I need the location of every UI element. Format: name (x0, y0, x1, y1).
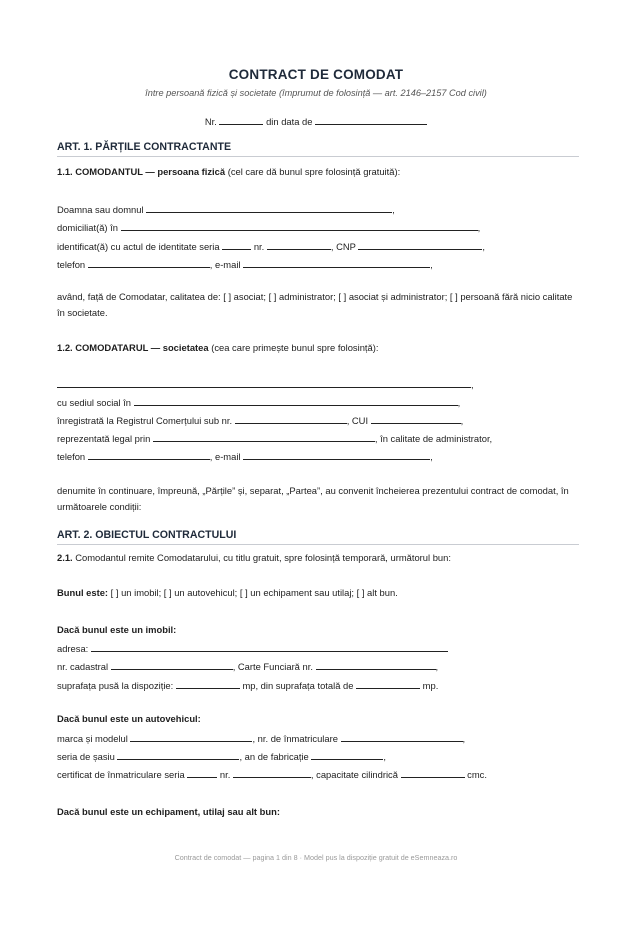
year-label: , an de fabricație (239, 751, 309, 762)
seat-blank[interactable] (134, 396, 458, 406)
id-series-blank[interactable] (222, 240, 251, 250)
s11-heading (57, 166, 400, 178)
parties-conclusion: denumite în continuare, împreună, „Părțile” și, separat, „Partea”, au convenit încheierea prezentului contract de comodat, în următoarele condiții: (57, 485, 569, 512)
company-email-label: , e-mail (209, 451, 241, 462)
id-series-label: identificat(ă) cu actul de identitate seria (57, 241, 220, 252)
phone-label: telefon (57, 259, 86, 270)
brand-blank[interactable] (130, 732, 252, 742)
calitate-paragraph: având, față de Comodatar, calitatea de: [ ] asociat; [ ] administrator; [ ] asociat și administrator; [ ] persoană fără nicio calitate în societate. (57, 291, 573, 318)
imobil-surface-row (57, 679, 438, 692)
imobil-cadastral-row: nr. cadastral , Carte Funciară nr. , (57, 661, 439, 672)
surface-label: suprafața pusă la dispoziție: (57, 680, 174, 691)
cmc-label: cmc. (467, 769, 487, 780)
mp2-label: mp. (422, 680, 439, 691)
date-blank[interactable] (315, 115, 427, 125)
chassis-label: seria de șasiu (57, 751, 115, 762)
email-blank[interactable] (243, 258, 430, 268)
cadastral-label: nr. cadastral (57, 661, 109, 672)
s12-desc: (cea care primește bunul spre folosință): (208, 342, 379, 353)
comodant-id-row: identificat(ă) cu actul de identitate seria nr. , CNP , (57, 241, 485, 252)
comodant-domicile-row: domiciliat(ă) în , (57, 222, 481, 233)
plate-blank[interactable] (341, 732, 463, 742)
nr-blank[interactable] (219, 115, 263, 125)
address-label: adresa: (57, 643, 89, 654)
cui-label: , CUI (346, 415, 369, 426)
address-blank[interactable] (91, 642, 448, 652)
total-surface-blank[interactable] (356, 679, 420, 689)
page-footer: Contract de comodat — pagina 1 din 8 · Model pus la dispoziție gratuit de eSemneaza.ro (174, 853, 458, 862)
s21-paragraph (57, 552, 451, 564)
auto-certificate-row (57, 768, 487, 781)
auto-chassis-row: seria de șasiu , an de fabricație , (57, 751, 386, 762)
nr-label: Nr. (204, 116, 217, 127)
auto-heading: Dacă bunul este un autovehicul: (57, 713, 201, 724)
comodant-contact-row: telefon , e-mail , (57, 259, 433, 270)
name-label: Doamna sau domnul (57, 204, 144, 215)
capacity-label: , capacitate cilindrică (310, 769, 398, 780)
admin-label: , în calitate de administrator, (374, 433, 493, 444)
company-registry-row: înregistrată la Registrul Comerțului sub nr. , CUI , (57, 415, 464, 426)
certificate-series-blank[interactable] (187, 768, 217, 778)
s11-num: 1.1. COMODANTUL — persoana fizică (57, 166, 226, 177)
company-contact-row: telefon , e-mail , (57, 451, 433, 462)
plate-label: , nr. de înmatriculare (252, 733, 338, 744)
number-date-line (0, 115, 632, 127)
company-email-blank[interactable] (243, 450, 430, 460)
bunul-row (57, 587, 398, 599)
phone-blank[interactable] (88, 258, 210, 268)
company-phone-blank[interactable] (88, 450, 210, 460)
bunul-options[interactable]: [ ] un imobil; [ ] un autovehicul; [ ] un echipament sau utilaj; [ ] alt bun. (110, 587, 398, 598)
echipament-heading: Dacă bunul este un echipament, utilaj sau alt bun: (57, 806, 280, 817)
id-nr-label: nr. (253, 241, 265, 252)
certificate-label: certificat de înmatriculare seria (57, 769, 185, 780)
surface-blank[interactable] (176, 679, 240, 689)
email-label: , e-mail (209, 259, 241, 270)
cui-blank[interactable] (371, 414, 461, 424)
registry-blank[interactable] (235, 414, 347, 424)
seat-label: cu sediul social în (57, 397, 131, 408)
carte-blank[interactable] (316, 660, 436, 670)
name-blank[interactable] (146, 203, 392, 213)
company-name-row: , (57, 378, 474, 391)
art1-heading: ART. 1. PĂRȚILE CONTRACTANTE (57, 141, 579, 157)
s12-num: 1.2. COMODATARUL — societatea (57, 342, 209, 353)
document-title: CONTRACT DE COMODAT (228, 67, 404, 82)
brand-label: marca și modelul (57, 733, 128, 744)
domicile-label: domiciliat(ă) în (57, 222, 118, 233)
comodant-name-row: Doamna sau domnul , (57, 204, 395, 215)
year-blank[interactable] (311, 750, 383, 760)
s11-desc: (cel care dă bunul spre folosință gratuită): (225, 166, 401, 177)
id-nr-blank[interactable] (267, 240, 331, 250)
bunul-label: Bunul este: (57, 587, 109, 598)
representative-label: reprezentată legal prin (57, 433, 151, 444)
cnp-blank[interactable] (358, 240, 482, 250)
date-label: din data de (266, 116, 313, 127)
representative-blank[interactable] (153, 432, 375, 442)
mp1-label: mp, din suprafața totală de (242, 680, 354, 691)
art2-heading: ART. 2. OBIECTUL CONTRACTULUI (57, 529, 579, 545)
registry-label: înregistrată la Registrul Comerțului sub nr. (57, 415, 233, 426)
company-seat-row: cu sediul social în , (57, 397, 461, 408)
domicile-blank[interactable] (121, 221, 478, 231)
certificate-nr-blank[interactable] (233, 768, 311, 778)
s21-text: Comodantul remite Comodatarului, cu titlu gratuit, spre folosință temporară, următorul bun: (72, 552, 451, 563)
certificate-nr-label: nr. (219, 769, 231, 780)
s12-heading (57, 342, 378, 354)
s21-num: 2.1. (57, 552, 73, 563)
carte-label: , Carte Funciară nr. (232, 661, 313, 672)
cadastral-blank[interactable] (111, 660, 233, 670)
capacity-blank[interactable] (401, 768, 465, 778)
company-name-blank[interactable] (57, 378, 471, 388)
document-subtitle: între persoană fizică și societate (împrumut de folosință — art. 2146–2157 Cod civil) (145, 88, 487, 98)
imobil-address-row (57, 642, 448, 655)
company-phone-label: telefon (57, 451, 86, 462)
cnp-label: , CNP (330, 241, 356, 252)
chassis-blank[interactable] (117, 750, 239, 760)
company-representative-row (57, 432, 492, 445)
auto-brand-row: marca și modelul , nr. de înmatriculare , (57, 733, 466, 744)
imobil-heading: Dacă bunul este un imobil: (57, 624, 177, 635)
